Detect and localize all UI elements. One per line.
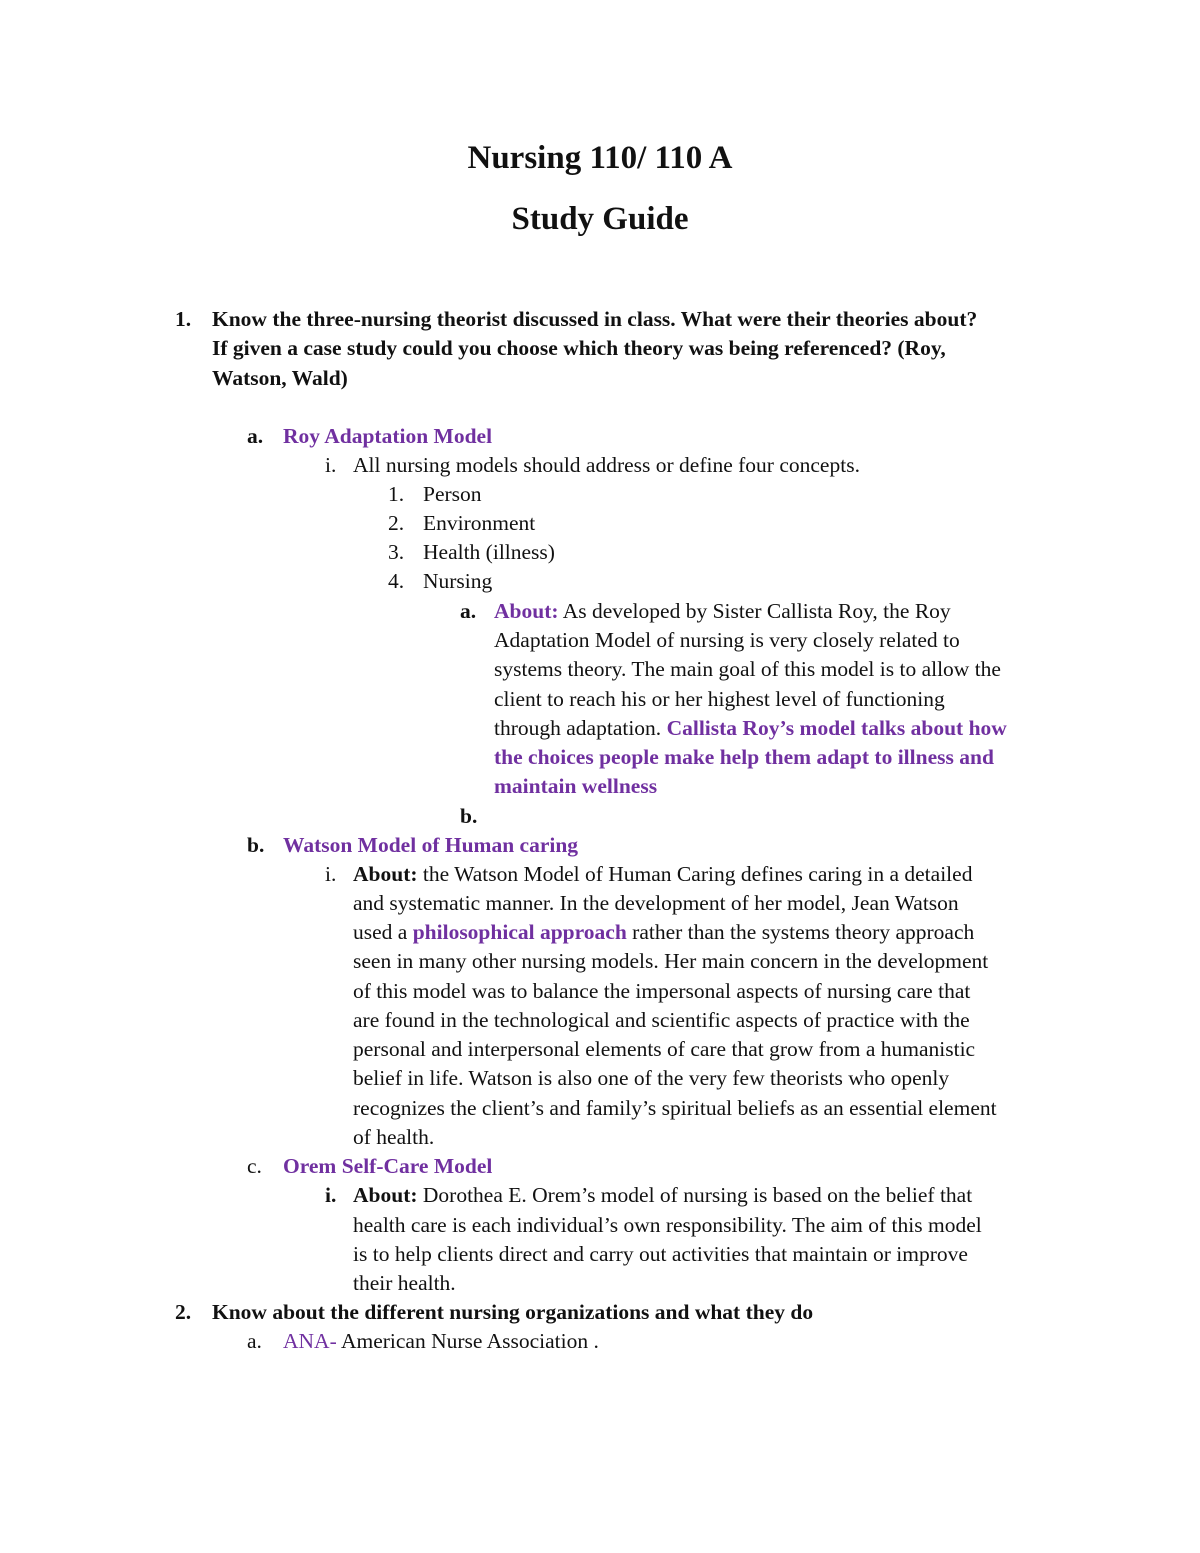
ana-text: American Nurse Association . xyxy=(336,1329,599,1353)
concept-item: Nursing xyxy=(423,569,493,593)
roy-highlight: the choices people make help them adapt to illness and xyxy=(494,745,994,769)
concept-marker: 4. xyxy=(388,569,405,593)
concept-item: Environment xyxy=(423,511,536,535)
q2-marker: 2. xyxy=(175,1300,192,1324)
q2-text: Know about the different nursing organizations and what they do xyxy=(212,1300,814,1324)
roy-about-line xyxy=(494,597,951,626)
q1-line: If given a case study could you choose which theory was being referenced? (Roy, xyxy=(212,336,946,360)
about-text: used a xyxy=(353,920,413,944)
concept-marker: 2. xyxy=(388,511,405,535)
ana-line xyxy=(283,1327,599,1356)
concept-item: Health (illness) xyxy=(423,540,555,564)
watson-line: personal and interpersonal elements of care that grow from a humanistic xyxy=(353,1037,976,1061)
document-title: Nursing 110/ 110 A xyxy=(467,140,733,176)
about-label: About: xyxy=(494,599,559,623)
about-label: About: xyxy=(353,1183,418,1207)
watson-highlight: philosophical approach xyxy=(412,920,627,944)
about-text: rather than the systems theory approach xyxy=(626,920,975,944)
roy-about-line xyxy=(494,714,1007,743)
watson-marker: b. xyxy=(247,833,265,857)
ana-marker: a. xyxy=(247,1329,262,1353)
orem-heading: Orem Self-Care Model xyxy=(283,1154,493,1178)
about-text: As developed by Sister Callista Roy, the Roy xyxy=(558,599,951,623)
watson-line xyxy=(353,918,974,947)
watson-heading: Watson Model of Human caring xyxy=(283,833,579,857)
roy-sub-text: All nursing models should address or define four concepts. xyxy=(353,453,860,477)
orem-sub-marker: i. xyxy=(325,1183,337,1207)
concept-marker: 1. xyxy=(388,482,405,506)
roy-heading: Roy Adaptation Model xyxy=(283,424,493,448)
about-text: through adaptation. xyxy=(494,716,667,740)
q1-line: Know the three-nursing theorist discussed in class. What were their theories about? xyxy=(212,307,978,331)
watson-line: recognizes the client’s and family’s spiritual beliefs as an essential element xyxy=(353,1096,997,1120)
watson-line: belief in life. Watson is also one of the very few theorists who openly xyxy=(353,1066,950,1090)
watson-line: are found in the technological and scientific aspects of practice with the xyxy=(353,1008,970,1032)
watson-line: seen in many other nursing models. Her main concern in the development xyxy=(353,949,989,973)
orem-line: health care is each individual’s own responsibility. The aim of this model xyxy=(353,1213,982,1237)
concept-item: Person xyxy=(423,482,482,506)
q1-marker: 1. xyxy=(175,307,192,331)
watson-line: and systematic manner. In the development of her model, Jean Watson xyxy=(353,891,959,915)
watson-line: of this model was to balance the impersonal aspects of nursing care that xyxy=(353,979,971,1003)
roy-marker: a. xyxy=(247,424,264,448)
roy-empty-marker: b. xyxy=(460,804,478,828)
roy-sub-marker: i. xyxy=(325,453,337,477)
orem-marker: c. xyxy=(247,1154,262,1178)
roy-highlight: Callista Roy’s model talks about how xyxy=(666,716,1007,740)
ana-label: ANA- xyxy=(283,1329,337,1353)
q1-line: Watson, Wald) xyxy=(212,366,348,390)
roy-about-line: client to reach his or her highest level of functioning xyxy=(494,687,945,711)
roy-about-line: systems theory. The main goal of this model is to allow the xyxy=(494,657,1001,681)
about-text: the Watson Model of Human Caring defines caring in a detailed xyxy=(417,862,973,886)
roy-about-line: Adaptation Model of nursing is very closely related to xyxy=(494,628,960,652)
roy-about-marker: a. xyxy=(460,599,477,623)
about-label: About: xyxy=(353,862,418,886)
orem-line: is to help clients direct and carry out activities that maintain or improve xyxy=(353,1242,968,1266)
orem-line xyxy=(353,1181,972,1210)
roy-highlight: maintain wellness xyxy=(494,774,658,798)
watson-line xyxy=(353,860,972,889)
watson-line: of health. xyxy=(353,1125,435,1149)
document-subtitle: Study Guide xyxy=(511,201,689,237)
about-text: Dorothea E. Orem’s model of nursing is based on the belief that xyxy=(417,1183,973,1207)
concept-marker: 3. xyxy=(388,540,405,564)
watson-sub-marker: i. xyxy=(325,862,337,886)
orem-line: their health. xyxy=(353,1271,456,1295)
